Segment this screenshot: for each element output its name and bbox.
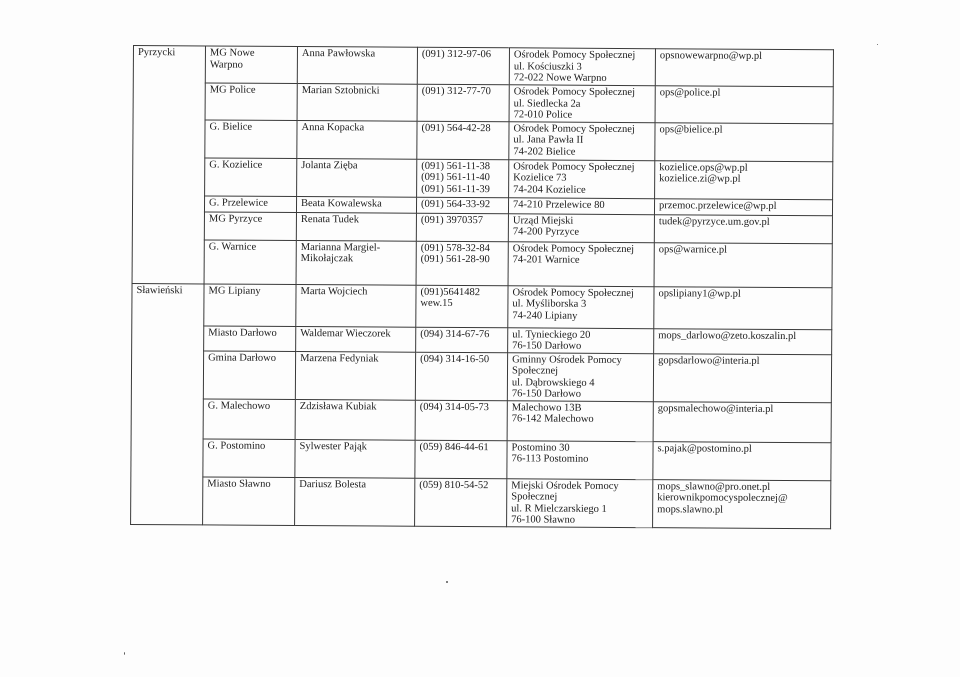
unit-line: G. Malechowo bbox=[207, 399, 271, 412]
address-cell bbox=[508, 285, 654, 328]
phone-cell bbox=[416, 327, 508, 353]
address-line: ul. Dąbrowskiego 4 bbox=[511, 376, 595, 389]
address-line: 72-022 Nowe Warpno bbox=[513, 72, 607, 84]
email-cell bbox=[654, 286, 832, 329]
phone-line: (091) 3970357 bbox=[420, 214, 484, 226]
unit-cell bbox=[204, 211, 296, 240]
person-line: Anna Kopacka bbox=[301, 121, 365, 133]
address-cell bbox=[507, 352, 653, 401]
phone-cell bbox=[416, 241, 508, 286]
person-line: Zdzisława Kubiak bbox=[299, 400, 377, 412]
address-line: 74-240 Lipiany bbox=[512, 309, 578, 322]
email-line: mops.slawno.pl bbox=[657, 503, 724, 516]
unit-line: G. Warnice bbox=[208, 240, 257, 253]
address-line: Ośrodek Pomocy Społecznej bbox=[513, 86, 636, 99]
table-row bbox=[131, 438, 831, 480]
phone-line: (091) 561-28-90 bbox=[420, 253, 490, 266]
address-line: 76-100 Sławno bbox=[511, 514, 576, 526]
email-line: kierownikpomocyspolecznej@ bbox=[657, 492, 788, 505]
address-line: ul. R Mielczarskiego 1 bbox=[511, 502, 607, 515]
person-cell bbox=[296, 326, 416, 352]
address-line: 76-150 Darłowo bbox=[511, 388, 582, 400]
email-line: opslipiany1@wp.pl bbox=[658, 287, 741, 300]
email-cell bbox=[654, 198, 832, 215]
address-line: ul. Tynieckiego 20 bbox=[512, 328, 591, 341]
address-line: 74-210 Przelewice 80 bbox=[513, 198, 605, 211]
phone-line: (091) 312-77-70 bbox=[421, 85, 491, 98]
address-line: ul. Jana Pawła II bbox=[513, 134, 584, 146]
email-line: s.pajak@postomino.pl bbox=[657, 442, 752, 455]
person-line: Jolanta Zięba bbox=[301, 159, 358, 171]
scan-speck bbox=[877, 44, 878, 45]
phone-line: (094) 314-16-50 bbox=[420, 353, 490, 365]
person-line: Renata Tudek bbox=[300, 213, 360, 225]
address-line: Ośrodek Pomocy Społecznej bbox=[512, 286, 634, 299]
person-line: Marzena Fedyniak bbox=[300, 352, 379, 365]
person-line: Mikołajczak bbox=[300, 253, 354, 265]
address-cell bbox=[508, 327, 654, 353]
person-cell bbox=[297, 47, 417, 85]
address-line: 76-113 Postomino bbox=[511, 453, 589, 465]
address-cell bbox=[509, 85, 655, 122]
unit-cell bbox=[203, 476, 295, 525]
phone-line: (094) 314-05-73 bbox=[419, 401, 489, 413]
address-line: Urząd Miejski bbox=[512, 214, 574, 227]
phone-cell bbox=[417, 47, 509, 85]
address-line: ul. Myśliborska 3 bbox=[512, 298, 587, 310]
address-line: 72-010 Police bbox=[513, 109, 573, 121]
phone-line: (059) 846-44-61 bbox=[419, 441, 489, 453]
phone-cell bbox=[417, 159, 509, 198]
region-cell bbox=[132, 46, 205, 284]
phone-line: (059) 810-54-52 bbox=[419, 479, 489, 491]
table-row bbox=[133, 157, 833, 199]
unit-line: MG Lipiany bbox=[208, 284, 261, 297]
email-cell bbox=[654, 214, 832, 243]
region-cell bbox=[131, 283, 204, 524]
unit-cell bbox=[205, 46, 297, 84]
address-line: Miejski Ośrodek Pomocy bbox=[511, 479, 619, 492]
address-line: ul. Siedlecka 2a bbox=[513, 97, 581, 110]
person-cell bbox=[296, 212, 416, 241]
email-cell bbox=[654, 328, 832, 354]
phone-line: (091) 561-11-38 bbox=[421, 160, 491, 172]
unit-line: Miasto Darłowo bbox=[208, 326, 277, 339]
unit-line: G. Bielice bbox=[209, 120, 253, 133]
address-line: Ośrodek Pomocy Społecznej bbox=[513, 160, 635, 173]
address-cell bbox=[508, 197, 654, 214]
address-cell bbox=[507, 400, 653, 441]
phone-line: (091) 561-11-40 bbox=[421, 171, 490, 184]
unit-cell bbox=[203, 438, 295, 477]
person-cell bbox=[297, 120, 417, 159]
scan-speck bbox=[124, 652, 125, 655]
email-line: przemoc.przelewice@wp.pl bbox=[658, 199, 777, 212]
table-row bbox=[133, 83, 833, 124]
phone-line: wew.15 bbox=[420, 297, 453, 309]
address-cell bbox=[509, 159, 655, 198]
address-cell bbox=[508, 241, 654, 286]
phone-line: (091) 561-11-39 bbox=[421, 183, 490, 195]
phone-cell bbox=[415, 478, 507, 527]
address-line: Ośrodek Pomocy Społecznej bbox=[512, 242, 635, 255]
address-line: 74-201 Warnice bbox=[512, 254, 580, 266]
email-line: gopsmalechowo@interia.pl bbox=[657, 402, 774, 415]
phone-cell bbox=[416, 197, 508, 214]
person-line: Dariusz Bolesta bbox=[299, 478, 367, 490]
unit-cell bbox=[205, 83, 297, 120]
email-line: mops_darlowo@zeto.koszalin.pl bbox=[658, 329, 797, 342]
person-line: Marta Wojciech bbox=[300, 285, 368, 297]
email-line: opsnowewarpno@wp.pl bbox=[659, 50, 763, 62]
unit-cell bbox=[204, 195, 296, 212]
email-cell bbox=[655, 86, 833, 124]
email-line: ops@police.pl bbox=[659, 87, 721, 99]
unit-line: G. Przelewice bbox=[209, 196, 268, 209]
phone-cell bbox=[416, 213, 508, 242]
unit-line: G. Kozielice bbox=[209, 158, 263, 171]
phone-line: (091)5641482 bbox=[420, 286, 481, 298]
phone-line: (091) 312-97-06 bbox=[421, 48, 492, 61]
email-line: ops@bielice.pl bbox=[659, 123, 723, 136]
table-row bbox=[132, 211, 832, 243]
address-line: 74-200 Pyrzyce bbox=[512, 226, 580, 238]
phone-cell bbox=[417, 121, 509, 160]
address-line: Społecznej bbox=[511, 491, 558, 503]
phone-cell bbox=[417, 84, 509, 121]
person-line: Anna Pawłowska bbox=[301, 48, 376, 60]
scan-speck bbox=[446, 581, 448, 583]
person-line: Beata Kowalewska bbox=[301, 197, 382, 210]
phone-cell bbox=[415, 352, 507, 401]
address-line: Malechowo 13B bbox=[511, 401, 582, 414]
person-cell bbox=[296, 284, 416, 327]
unit-line: Miasto Sławno bbox=[207, 477, 271, 490]
email-cell bbox=[655, 122, 833, 161]
table-row bbox=[131, 476, 831, 528]
phone-line: (091) 564-42-28 bbox=[421, 122, 491, 134]
email-cell bbox=[655, 160, 833, 199]
email-line: ops@warnice.pl bbox=[658, 243, 728, 256]
address-line: ul. Kościuszki 3 bbox=[513, 60, 582, 73]
unit-line: Warpno bbox=[209, 58, 243, 71]
region-label: Pyrzycki bbox=[137, 47, 176, 59]
unit-cell bbox=[203, 350, 295, 399]
contacts-table bbox=[130, 45, 834, 529]
person-line: Waldemar Wieczorek bbox=[300, 327, 391, 340]
address-cell bbox=[507, 478, 653, 527]
address-line: 76-142 Malechowo bbox=[511, 413, 594, 425]
phone-cell bbox=[415, 440, 507, 479]
person-line: Marianna Margiel- bbox=[300, 241, 381, 254]
table-row bbox=[132, 283, 832, 329]
person-cell bbox=[295, 399, 415, 440]
person-line: Sylwester Pająk bbox=[299, 440, 367, 452]
address-line: Postomino 30 bbox=[511, 441, 570, 454]
address-cell bbox=[509, 121, 655, 160]
email-cell bbox=[653, 441, 831, 480]
email-cell bbox=[653, 479, 831, 528]
unit-cell bbox=[203, 398, 295, 439]
table-row bbox=[131, 398, 831, 442]
address-line: 76-150 Darłowo bbox=[512, 340, 582, 352]
email-line: kozielice.zi@wp.pl bbox=[659, 173, 741, 185]
unit-line: MG Nowe bbox=[209, 47, 255, 59]
unit-cell bbox=[204, 283, 296, 326]
address-line: 74-202 Bielice bbox=[513, 145, 576, 158]
person-cell bbox=[295, 439, 415, 478]
email-cell bbox=[653, 353, 831, 402]
email-line: tudek@pyrzyce.um.gov.pl bbox=[658, 215, 770, 228]
email-cell bbox=[653, 401, 831, 442]
person-cell bbox=[297, 158, 417, 197]
email-cell bbox=[655, 49, 833, 87]
person-cell bbox=[296, 240, 416, 285]
unit-cell bbox=[204, 239, 296, 284]
unit-line: MG Pyrzyce bbox=[208, 212, 263, 225]
table-row bbox=[132, 239, 832, 287]
phone-cell bbox=[415, 400, 507, 441]
email-line: gopsdarlowo@interia.pl bbox=[658, 354, 760, 367]
email-cell bbox=[654, 242, 832, 287]
unit-cell bbox=[205, 157, 297, 196]
address-line: Ośrodek Pomocy Społecznej bbox=[513, 49, 636, 62]
unit-cell bbox=[205, 119, 297, 158]
region-label: Sławieński bbox=[136, 284, 183, 296]
table-row bbox=[133, 46, 833, 87]
address-cell bbox=[507, 440, 653, 479]
phone-line: (091) 564-33-92 bbox=[421, 198, 491, 210]
address-line: Społecznej bbox=[511, 365, 559, 377]
phone-line: (094) 314-67-76 bbox=[420, 328, 490, 340]
table-row bbox=[131, 350, 831, 402]
person-cell bbox=[295, 351, 415, 400]
unit-line: MG Police bbox=[209, 84, 256, 96]
unit-cell bbox=[204, 325, 296, 351]
unit-line: G. Postomino bbox=[207, 439, 266, 452]
person-line: Marian Sztobnicki bbox=[301, 85, 380, 97]
unit-line: Gmina Darłowo bbox=[208, 351, 277, 364]
address-cell bbox=[508, 213, 654, 242]
phone-line: (091) 578-32-84 bbox=[420, 242, 490, 254]
table-row bbox=[133, 119, 833, 161]
person-cell bbox=[296, 196, 416, 213]
contacts-table-body bbox=[131, 46, 834, 529]
email-line: mops_slawno@pro.onet.pl bbox=[657, 480, 771, 493]
person-cell bbox=[297, 84, 417, 121]
address-line: Ośrodek Pomocy Społecznej bbox=[513, 122, 635, 135]
address-line: 74-204 Kozielice bbox=[513, 183, 586, 196]
address-cell bbox=[509, 48, 655, 86]
person-cell bbox=[295, 477, 415, 526]
email-line: kozielice.ops@wp.pl bbox=[659, 161, 748, 174]
address-line: Gminny Ośrodek Pomocy bbox=[512, 353, 622, 366]
address-line: Kozielice 73 bbox=[513, 172, 567, 184]
phone-cell bbox=[416, 285, 508, 328]
